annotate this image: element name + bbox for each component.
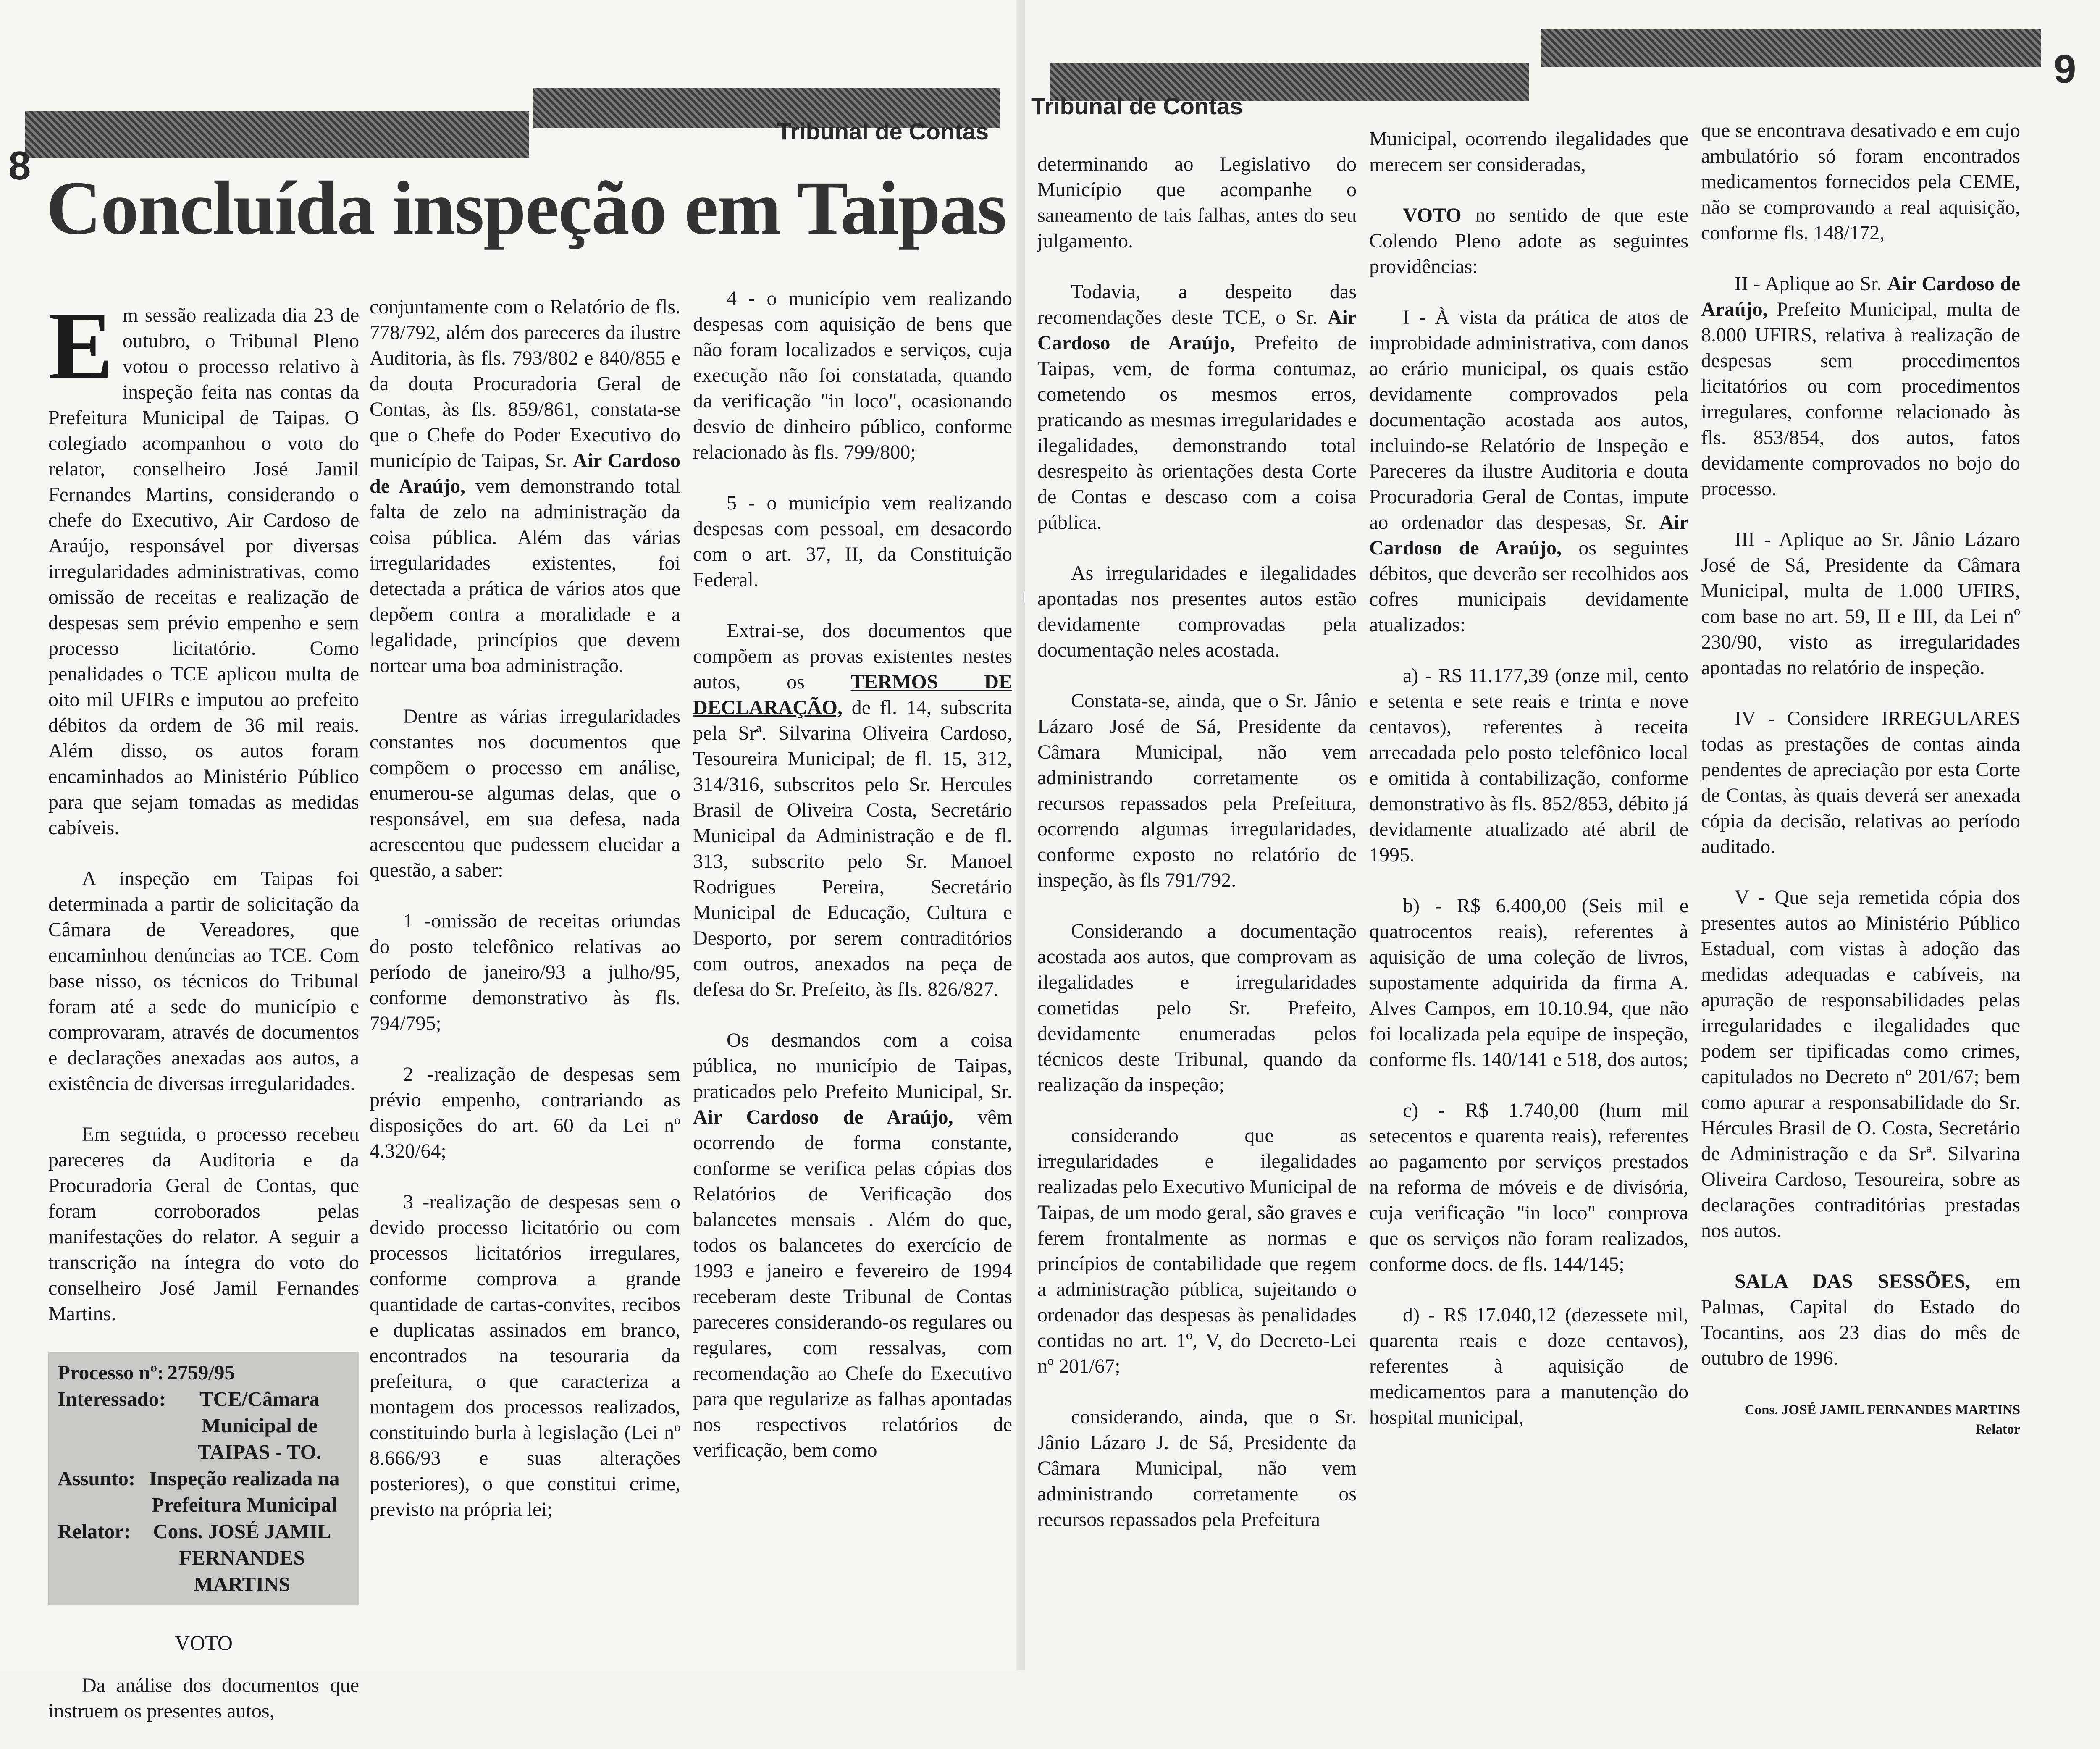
paragraph-considerando-1: Considerando a documentação acostada aos autos, que comprovam as ilegalidades e irregularidades cometidas pelo Sr. Prefeito, devidamente enumeradas pelos técnicos deste Tribunal, quando da realização da inspeção; (1037, 920, 1357, 1096)
item-c: c) - R$ 1.740,00 (hum mil setecentos e quarenta reais), referentes ao pagamento por serviços prestados na reforma de móveis e de divisória, cuja verificação "in loco" comprova que os serviços não foram realizados, conforme docs. de fls. 144/145; (1369, 1099, 1688, 1275)
page-number: 8 (8, 143, 31, 188)
process-box (48, 1352, 359, 1605)
left-column-3 (693, 286, 1012, 1488)
page-9 (1025, 0, 2100, 1670)
item-4: 4 - o município vem realizando despesas com aquisição de bens que não foram localizados e serviços, cuja execução não foi constatada, quando da verificação "in loco", ocasionando desvio de dinheiro público, conforme relacionado às fls. 799/800; (693, 287, 1012, 463)
item-V: V - Que seja remetida cópia dos presentes autos ao Ministério Público Estadual, com vistas à adoção das medidas adequadas e cabíveis, na apuração de responsabilidades pelas irregularidades e ilegalidades que podem ser tipificadas como crimes, capitulados no Decreto nº 201/67; bem como apurar a responsabilidade do Sr. Hércules Brasil de O. Costa, Secretário de Administração e da Srª. Silvarina Oliveira Cardoso, Tesoureira, sobre as declarações contraditórias prestadas nos autos. (1701, 886, 2020, 1242)
assunto-value: Inspeção realizada na Prefeitura Municipal (149, 1467, 340, 1516)
page-number: 9 (2054, 47, 2076, 92)
name-air-cardoso: Air Cardoso de Araújo, (370, 449, 681, 497)
assunto-label: Assunto: (58, 1467, 136, 1490)
drop-cap: E (48, 292, 113, 400)
item-3: 3 -realização de despesas sem o devido processo licitatório ou com processos licitatórios irregulares, conforme comprova a grande quantidade de cartas-convites, recibos e duplicatas assinados em branco, encontrados na tesouraria da prefeitura, o que caracteriza a montagem dos processos realizados, constituindo burla à legislação (Lei nº 8.666/93 e suas alterações posteriores), o que constitui crime, previsto na própria lei; (370, 1191, 680, 1521)
paragraph-inspecao: A inspeção em Taipas foi determinada a partir de solicitação da Câmara de Vereadores, que encaminhou denúncias ao TCE. Com base nisso, os técnicos do Tribunal foram até a sede do município e comprovaram, através de documentos e declarações anexadas aos autos, a existência de diversas irregularidades. (48, 867, 359, 1095)
paragraph-analise: Da análise dos documentos que instruem os presentes autos, (48, 1674, 359, 1722)
item-2: 2 -realização de despesas sem prévio empenho, contrariando as disposições do art. 60 da Lei nº 4.320/64; (370, 1063, 680, 1162)
right-column-3 (1701, 118, 2020, 1439)
processo-label: Processo nº: (58, 1361, 164, 1384)
item-d: d) - R$ 17.040,12 (dezessete mil, quarenta reais e doze centavos), referentes à aquisição de medicamentos para a manutenção do hospital municipal, (1369, 1304, 1688, 1429)
item-b: b) - R$ 6.400,00 (Seis mil e quatrocentos reais), referentes à aquisição de uma coleção de livros, supostamente adquirida da firma A. Alves Campos, em 10.10.94, que não foi localizada pela equipe de inspeção, conforme fls. 140/141 e 518, dos autos; (1369, 895, 1688, 1071)
paragraph-determinando: determinando ao Legislativo do Município que acompanhe o saneamento de tais falhas, antes do seu julgamento. (1037, 153, 1357, 252)
paragraph-voto: VOTO no sentido de que este Colendo Pleno adote as seguintes providências: (1369, 204, 1689, 278)
paragraph-dentre: Dentre as várias irregularidades constantes nos documentos que compõem o processo em análise, enumerou-se algumas delas, que o responsável, em sua defesa, nada acrescentou que pudessem elucidar a questão, a saber: (370, 705, 680, 881)
termos-de-declaracao: TERMOS DE DECLARAÇÃO, (693, 671, 1013, 719)
section-title: Tribunal de Contas (777, 118, 989, 144)
item-III: III - Aplique ao Sr. Jânio Lázaro José de Sá, Presidente da Câmara Municipal, multa de 1.000 UFIRS, com base no art. 59, II e III, da Lei nº 230/90, visto as irregularidades apontadas no relatório de inspeção. (1701, 528, 2020, 679)
item-II: II - Aplique ao Sr. Air Cardoso de Araújo, Prefeito Municipal, multa de 8.000 UFIRS, relativa à realização de despesas sem procedimentos licitatórios ou com procedimentos irregulares, conforme relacionado às fls. 853/854, dos autos, fatos devidamente comprovados no bojo do processo. (1701, 273, 2021, 500)
intro-text: m sessão realizada dia 23 de outubro, o Tribunal Pleno votou o processo relativo à inspeção feita nas contas da Prefeitura Municipal de Taipas. O colegiado acompanhou o voto do relator, conselheiro José Jamil Fernandes Martins, considerando o chefe do Executivo, Air Cardoso de Araújo, responsável por diversas irregularidades administrativas, como omissão de receitas e realização de despesas sem prévio empenho e sem processo licitatório. Como penalidades o TCE aplicou multa de oito mil UFIRs e imputou ao prefeito débitos da ordem de 36 mil reais. Além disso, os autos foram encaminhados ao Ministério Público para que sejam tomadas as medidas cabíveis. (48, 304, 359, 839)
headline: Concluída inspeção em Taipas (46, 166, 1006, 250)
paragraph-extrai: Extrai-se, dos documentos que compõem as provas existentes nestes autos, os TERMOS DE DECLARAÇÃO, de fl. 14, subscrita pela Srª. Silvarina Oliveira Cardoso, Tesoureira Municipal; de fl. 15, 312, 314/316, subscritos pelo Sr. Hercules Brasil de Oliveira Costa, Secretário Municipal da Administração e de fl. 313, subscrito pelo Sr. Manoel Rodrigues Pereira, Secretário Municipal de Educação, Cultura e Desporto, por serem contraditórios com outros, anexados na peça de defesa do Sr. Prefeito, às fls. 826/827. (693, 620, 1013, 1001)
paragraph-as-irregularidades: As irregularidades e ilegalidades apontadas nos presentes autos estão devidamente comprovadas pela documentação neles acostada. (1037, 562, 1357, 661)
signature-role: Relator (1975, 1422, 2020, 1437)
voto-word: VOTO (1403, 204, 1462, 226)
header-band-right (1541, 29, 2041, 67)
paragraph-sala-das-sessoes: SALA DAS SESSÕES, em Palmas, Capital do Estado do Tocantins, aos 23 dias do mês de outubro de 1996. (1701, 1270, 2021, 1369)
paragraph-considerando-3: considerando, ainda, que o Sr. Jânio Lázaro J. de Sá, Presidente da Câmara Municipal, não vem administrando corretamente os recursos repassados pela Prefeitura (1037, 1406, 1357, 1531)
relator-label: Relator: (58, 1520, 131, 1543)
left-column-1 (48, 292, 359, 1749)
paragraph-municipal: Municipal, ocorrendo ilegalidades que merecem ser consideradas, (1369, 128, 1688, 176)
relator-value: Cons. JOSÉ JAMIL FERNANDES MARTINS (153, 1520, 331, 1596)
signature-name: Cons. JOSÉ JAMIL FERNANDES MARTINS (1744, 1402, 2020, 1418)
header-band-left (25, 111, 529, 158)
paragraph-considerando-2: considerando que as irregularidades e ilegalidades realizadas pelo Executivo Municipal de Taipas, de um modo geral, são graves e ferem frontalmente as normas e princípios de contabilidade que regem a administração pública, sujeitando o ordenador das despesas às penalidades contidas no art. 1º, V, do Decreto-Lei nº 201/67; (1037, 1124, 1357, 1377)
section-title: Tribunal de Contas (1031, 93, 1243, 119)
right-column-1 (1037, 151, 1357, 1557)
intro-paragraph (48, 292, 359, 840)
item-I: I - À vista da prática de atos de improbidade administrativa, com danos ao erário municipal, os quais estão devidamente comprovados pela documentação acostada aos autos, incluindo-se Relatório de Inspeção e Pareceres da ilustre Auditoria e douta Procuradoria Geral de Contas, impute ao ordenador das despesas, Sr. Air Cardoso de Araújo, os seguintes débitos, que deverão ser recolhidos aos cofres municipais devidamente atualizados: (1369, 306, 1689, 636)
signature (1701, 1400, 2020, 1439)
paragraph-constata: Constata-se, ainda, que o Sr. Jânio Lázaro José de Sá, Presidente da Câmara Municipal, não vem administrando corretamente os recursos repassados pela Prefeitura, ocorrendo algumas irregularidades, conforme exposto no relatório de inspeção, às fls 791/792. (1037, 690, 1357, 891)
right-column-2 (1369, 126, 1688, 1455)
paragraph-conjuntamente: conjuntamente com o Relatório de fls. 778/792, além dos pareceres da ilustre Auditoria, às fls. 793/802 e 840/855 e da douta Procuradoria Geral de Contas, às fls. 859/861, constata-se que o Chefe do Poder Executivo do município de Taipas, Sr. Air Cardoso de Araújo, vem demonstrando total falta de zelo na administração da coisa pública. Além das várias irregularidades existentes, foi detectada a prática de vários atos que depõem contra a moralidade e a legalidade, princípios que devem nortear uma boa administração. (370, 296, 681, 677)
voto-title: VOTO (175, 1631, 233, 1654)
paragraph-desativado: que se encontrava desativado e em cujo ambulatório só foram encontrados medicamentos fornecidos pela CEME, não se comprovando a real aquisição, conforme fls. 148/172, (1701, 119, 2020, 244)
item-1: 1 -omissão de receitas oriundas do posto telefônico relativas ao período de janeiro/93 a julho/95, conforme demonstrativo às fls. 794/795; (370, 910, 680, 1035)
interessado-label: Interessado: (58, 1387, 166, 1410)
processo-value: 2759/95 (167, 1361, 235, 1384)
page-8 (0, 0, 1025, 1722)
item-5: 5 - o município vem realizando despesas com pessoal, em desacordo com o art. 37, II, da Constituição Federal. (693, 492, 1012, 591)
paragraph-desmandos: Os desmandos com a coisa pública, no município de Taipas, praticados pelo Prefeito Municipal, Sr. Air Cardoso de Araújo, vêm ocorrendo de forma constante, conforme se verifica pelas cópias dos Relatórios de Verificação dos balancetes mensais . Além do que, todos os balancetes do exercício de 1993 e janeiro e fevereiro de 1994 receberam deste Tribunal de Contas pareceres considerando-os regulares ou regulares, com ressalvas, com recomendação ao Chefe do Executivo para que regularize as falhas apontadas nos respectivos relatórios de verificação, bem como (693, 1029, 1013, 1461)
item-a: a) - R$ 11.177,39 (onze mil, cento e setenta e sete reais e trinta e nove centavos), referentes à receita arrecadada pelo posto telefônico local e omitida à contabilização, conforme demonstrativo às fls. 852/853, débito já devidamente atualizado até abril de 1995. (1369, 664, 1688, 866)
paragraph-todavia: Todavia, a despeito das recomendações deste TCE, o Sr. Air Cardoso de Araújo, Prefeito de Taipas, vem, de forma contumaz, cometendo os mesmos erros, praticando as mesmas irregularidades e ilegalidades, demonstrando total desrespeito às orientações desta Corte de Contas e descaso com a coisa pública. (1037, 281, 1357, 533)
interessado-value: TCE/Câmara Municipal de TAIPAS - TO. (197, 1387, 322, 1463)
left-column-2 (370, 294, 680, 1547)
paragraph-seguida: Em seguida, o processo recebeu pareceres da Auditoria e da Procuradoria Geral de Contas, que foram corroborados pelas manifestações do relator. A seguir a transcrição na íntegra do voto do conselheiro José Jamil Fernandes Martins. (48, 1123, 359, 1325)
item-IV: IV - Considere IRREGULARES todas as prestações de contas ainda pendentes de apreciação por esta Corte de Contas, às quais deverá ser anexada cópia da decisão, relativas ao período auditado. (1701, 707, 2020, 858)
